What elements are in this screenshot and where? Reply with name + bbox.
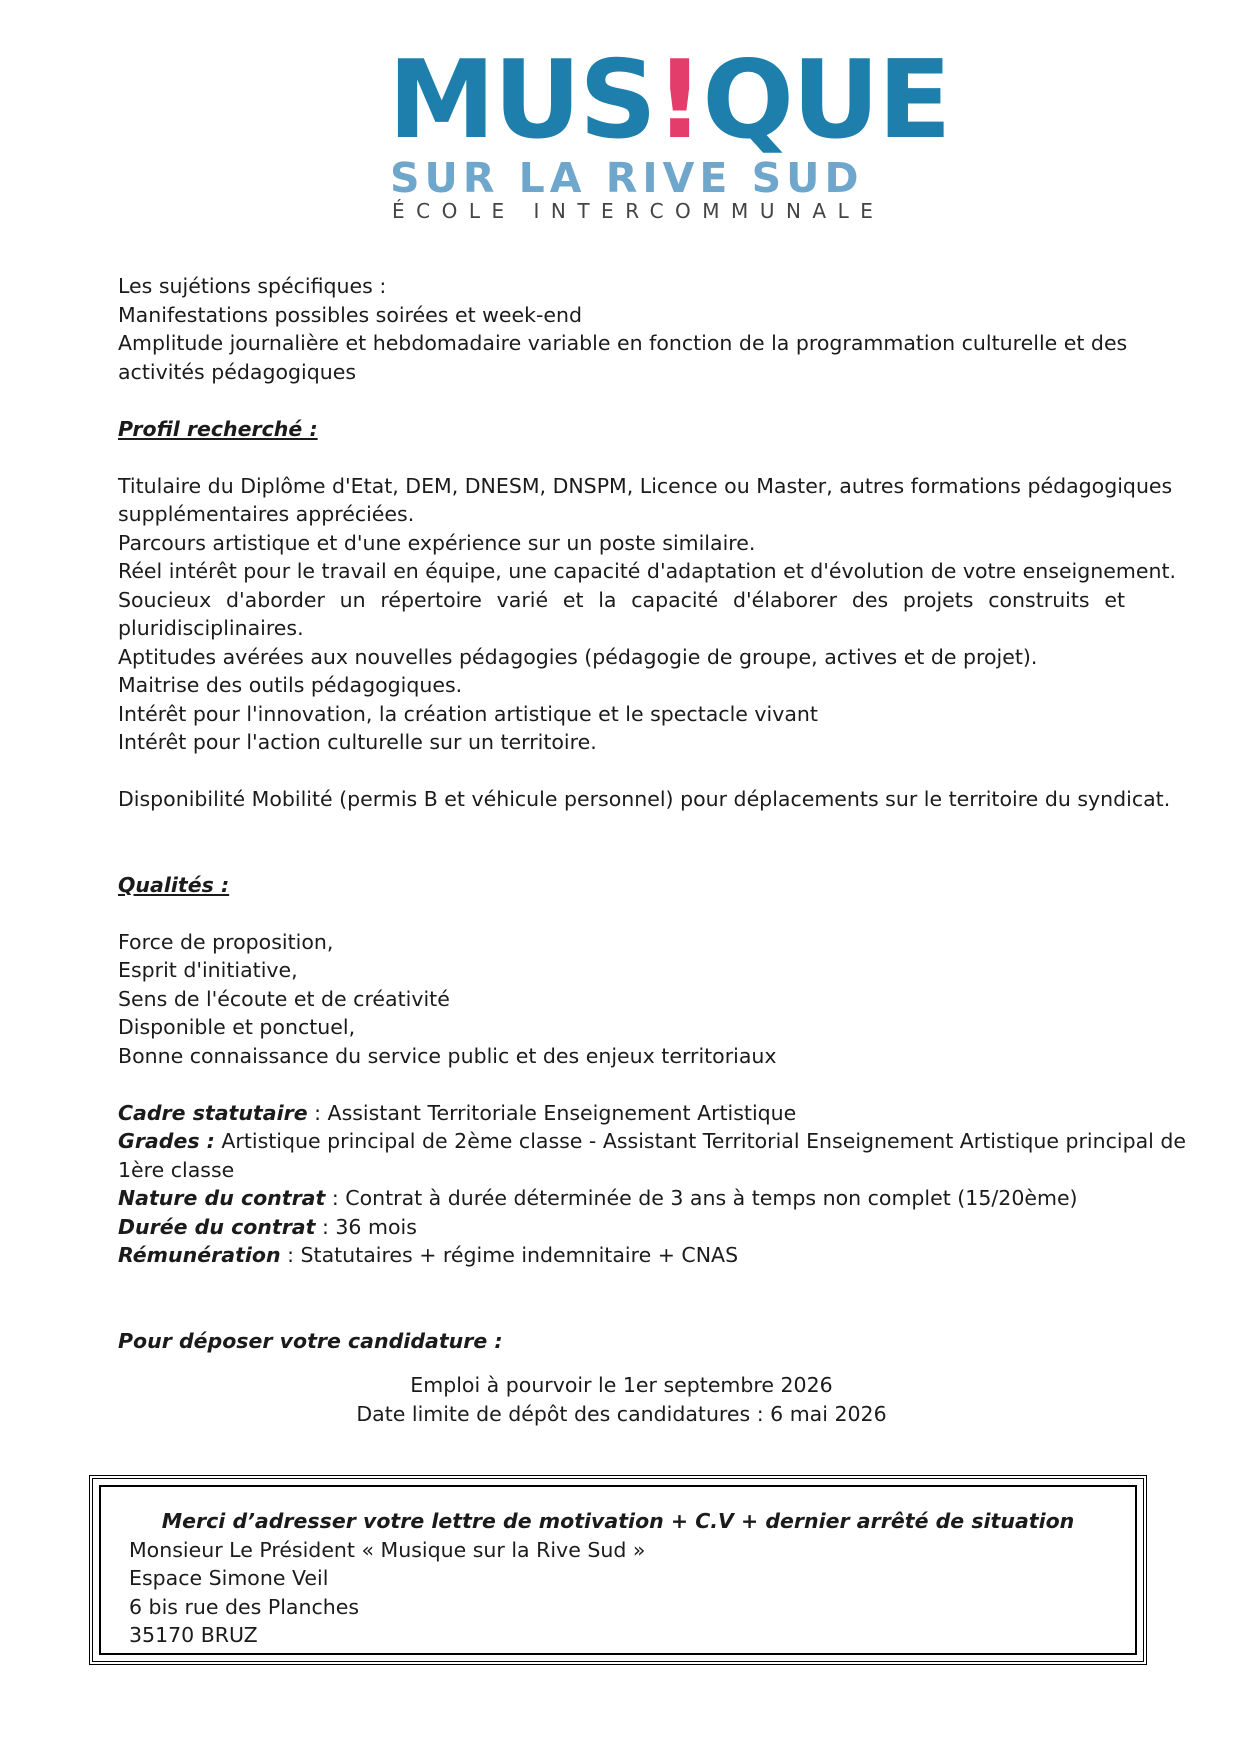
nature-contrat: [118, 1184, 1125, 1213]
sujetions-line: activités pédagogiques: [118, 359, 357, 384]
grades-label: Grades :: [118, 1129, 215, 1153]
logo-exclamation-mark: !: [654, 38, 703, 163]
address-box: [89, 1475, 1147, 1665]
address-line: Monsieur Le Président « Musique sur la Rive Sud »: [129, 1537, 646, 1562]
sujetions-line: Amplitude journalière et hebdomadaire variable en fonction de la programmation culturelle et des: [118, 331, 1128, 355]
cadre-statutaire: [118, 1099, 1125, 1128]
mobility-line: Disponibilité Mobilité (permis B et véhicule personnel) pour déplacements sur le territoire du syndicat.: [118, 787, 1171, 811]
profil-line: Soucieux d'aborder un répertoire varié et la capacité d'élaborer des projets construits et: [118, 587, 1125, 612]
logo-subtitle: SUR LA RIVE SUD: [390, 154, 864, 202]
logo-wordmark: MUS!QUE: [388, 38, 950, 163]
profil-line: supplémentaires appréciées.: [118, 502, 415, 526]
remuneration-label: Rémunération: [118, 1243, 281, 1267]
sujetions-line: Manifestations possibles soirées et week-end: [118, 302, 583, 327]
deadline: Date limite de dépôt des candidatures : 6 mai 2026: [356, 1401, 887, 1426]
address-line: 35170 BRUZ: [129, 1623, 258, 1647]
profil-line: Titulaire du Diplôme d'Etat, DEM, DNESM, DNSPM, Licence ou Master, autres formations pédagogiques: [118, 473, 1173, 498]
address-line: 6 bis rue des Planches: [129, 1594, 360, 1619]
qualite-item: Esprit d'initiative,: [118, 958, 298, 982]
profil-line: Réel intérêt pour le travail en équipe, une capacité d'adaptation et d'évolution de votre enseignement.: [118, 559, 1176, 583]
duree-contrat-label: Durée du contrat: [118, 1214, 316, 1239]
profil-line: pluridisciplinaires.: [118, 616, 304, 640]
grades-value: Artistique principal de 2ème classe - Assistant Territorial Enseignement Artistique principal de: [214, 1129, 1186, 1153]
qualite-item: Disponible et ponctuel,: [118, 1015, 356, 1039]
profil-line: Maitrise des outils pédagogiques.: [118, 673, 463, 697]
profil-line: Intérêt pour l'innovation, la création artistique et le spectacle vivant: [118, 701, 818, 726]
qualite-item: Bonne connaissance du service public et des enjeux territoriaux: [118, 1043, 777, 1068]
document-body: [118, 272, 1186, 1428]
nature-contrat-label: Nature du contrat: [118, 1186, 326, 1210]
qualites-heading: Qualités :: [118, 872, 230, 897]
cadre-statutaire-label: Cadre statutaire: [118, 1100, 308, 1125]
profil-line: Intérêt pour l'action culturelle sur un territoire.: [118, 730, 597, 754]
start-date: Emploi à pourvoir le 1er septembre 2026: [410, 1373, 833, 1397]
logo-tagline: ÉCOLE INTERCOMMUNALE: [392, 199, 885, 223]
duree-contrat-value: : 36 mois: [315, 1214, 417, 1239]
nature-contrat-value: : Contrat à durée déterminée de 3 ans à temps non complet (15/20ème): [325, 1186, 1078, 1210]
profil-heading: Profil recherché :: [118, 416, 318, 441]
remuneration-value: : Statutaires + régime indemnitaire + CNAS: [280, 1243, 739, 1267]
grades-continued: 1ère classe: [118, 1157, 235, 1182]
school-logo: [380, 28, 950, 228]
address-line: Espace Simone Veil: [129, 1566, 329, 1590]
grades: [118, 1127, 1186, 1156]
profil-line: Aptitudes avérées aux nouvelles pédagogies (pédagogie de groupe, actives et de projet).: [118, 644, 1038, 669]
profil-line: Parcours artistique et d'une expérience sur un poste similaire.: [118, 530, 756, 555]
sujetions-title: Les sujétions spécifiques :: [118, 274, 387, 298]
remuneration: [118, 1241, 1125, 1270]
qualite-item: Force de proposition,: [118, 929, 334, 954]
duree-contrat: [118, 1213, 1125, 1242]
candidature-heading: Pour déposer votre candidature :: [118, 1328, 503, 1353]
address-box-title: Merci d’adresser votre lettre de motivation + C.V + dernier arrêté de situation: [161, 1509, 1075, 1533]
qualite-item: Sens de l'écoute et de créativité: [118, 986, 450, 1011]
cadre-statutaire-value: : Assistant Territoriale Enseignement Artistique: [307, 1100, 797, 1125]
